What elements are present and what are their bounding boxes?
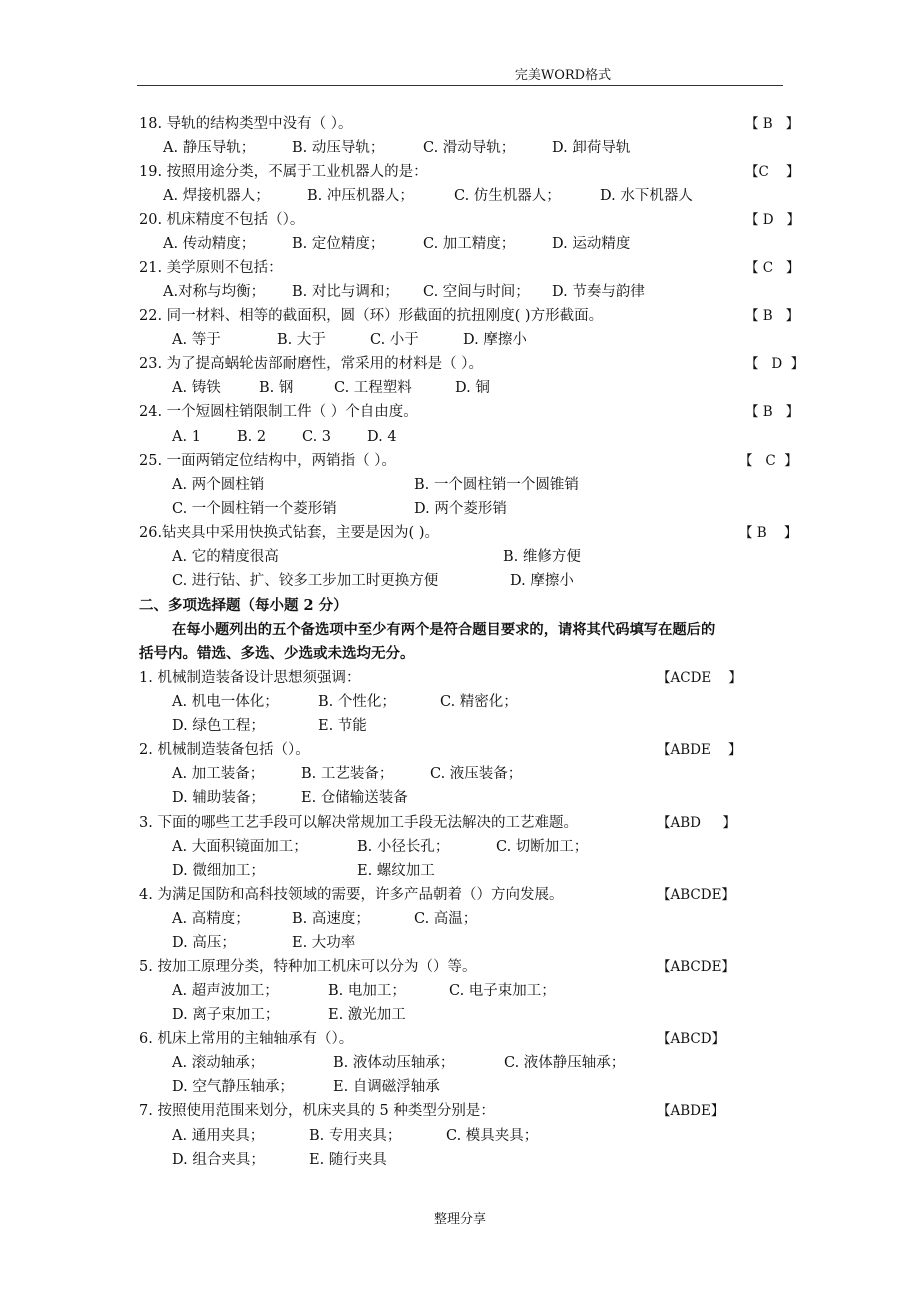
option: D. 节奏与韵律 (552, 284, 645, 300)
question-text: 6. 机床上常用的主轴轴承有（）。 (139, 1031, 354, 1047)
option: E. 螺纹加工 (357, 863, 435, 879)
question-text: 23. 为了提高蜗轮齿部耐磨性，常采用的材料是（ ）。 (139, 356, 484, 372)
answer-bracket: 【 C 】 (745, 260, 800, 276)
option: D. 辅助装备； (172, 790, 265, 806)
option: D. 卸荷导轨 (552, 140, 631, 156)
question-text: 18. 导轨的结构类型中没有（ ）。 (139, 116, 353, 132)
answer-bracket: 【 B 】 (739, 525, 798, 541)
answer-bracket: 【 D 】 (745, 212, 800, 228)
option: A. 机电一体化； (172, 694, 279, 710)
option: A. 它的精度很高 (172, 549, 279, 565)
option: B. 动压导轨； (292, 140, 385, 156)
option: C. 切断加工； (496, 839, 589, 855)
option: B. 小径长孔； (357, 839, 450, 855)
answer-bracket: 【ABDE 】 (657, 742, 742, 758)
option: D. 离子束加工； (172, 1007, 280, 1023)
option: A. 等于 (172, 332, 221, 348)
option: B. 对比与调和； (292, 284, 399, 300)
option: B. 高速度； (292, 911, 370, 927)
option: B. 2 (237, 429, 267, 445)
answer-bracket: 【C 】 (745, 164, 800, 180)
option: B. 冲压机器人； (307, 188, 414, 204)
header-rule (137, 85, 783, 86)
option: A. 1 (172, 429, 201, 445)
section-instruction: 在每小题列出的五个备选项中至少有两个是符合题目要求的，请将其代码填写在题后的 (172, 622, 716, 638)
answer-bracket: 【 B 】 (745, 116, 800, 132)
option: B. 大于 (277, 332, 326, 348)
page-header (0, 64, 920, 83)
answer-bracket: 【 D 】 (745, 356, 805, 372)
question-text: 4. 为满足国防和高科技领域的需要，许多产品朝着（）方向发展。 (139, 887, 564, 903)
option: C. 空间与时间； (423, 284, 530, 300)
option: A. 通用夹具； (172, 1128, 265, 1144)
option: B. 个性化； (318, 694, 396, 710)
answer-bracket: 【 B 】 (745, 308, 800, 324)
question-text: 5. 按加工原理分类，特种加工机床可以分为（）等。 (139, 959, 477, 975)
option: A. 超声波加工； (172, 983, 279, 999)
option: E. 自调磁浮轴承 (333, 1079, 440, 1095)
option: D. 铜 (455, 380, 490, 396)
option: A.对称与均衡； (163, 284, 266, 300)
option: B. 专用夹具； (309, 1128, 402, 1144)
option: C. 精密化； (440, 694, 518, 710)
option: A. 铸铁 (172, 380, 221, 396)
question-text: 22. 同一材料、相等的截面积，圆（环）形截面的抗扭刚度( )方形截面。 (139, 308, 604, 324)
option: D. 微细加工； (172, 863, 265, 879)
answer-bracket: 【 B 】 (745, 404, 800, 420)
option: A. 高精度； (172, 911, 250, 927)
option: C. 一个圆柱销一个菱形销 (172, 501, 337, 517)
answer-bracket: 【ABCDE】 (657, 959, 735, 975)
option: A. 焊接机器人； (163, 188, 270, 204)
answer-bracket: 【ABCDE】 (657, 887, 735, 903)
option: B. 工艺装备； (301, 766, 394, 782)
option: D. 水下机器人 (600, 188, 693, 204)
option: A. 两个圆柱销 (172, 477, 265, 493)
option: C. 工程塑料 (334, 380, 412, 396)
option: E. 大功率 (292, 935, 356, 951)
option: C. 加工精度； (423, 236, 516, 252)
option: B. 定位精度； (292, 236, 385, 252)
option: C. 模具夹具； (446, 1128, 539, 1144)
option: E. 激光加工 (328, 1007, 406, 1023)
option: C. 仿生机器人； (454, 188, 561, 204)
question-text: 7. 按照使用范围来划分，机床夹具的 5 种类型分别是： (139, 1103, 495, 1119)
section-instruction: 括号内。错选、多选、少选或未选均无分。 (139, 645, 415, 662)
option: E. 随行夹具 (309, 1152, 387, 1168)
option: D. 高压； (172, 935, 236, 951)
option: A. 传动精度； (163, 236, 256, 252)
question-text: 20. 机床精度不包括（）。 (139, 212, 305, 228)
option: C. 液压装备； (430, 766, 523, 782)
option: D. 组合夹具； (172, 1152, 265, 1168)
option: C. 滑动导轨； (423, 140, 516, 156)
question-text: 3. 下面的哪些工艺手段可以解决常规加工手段无法解决的工艺难题。 (139, 815, 578, 831)
answer-bracket: 【ABCD】 (657, 1031, 726, 1047)
option: C. 3 (302, 429, 332, 445)
header-text: 完美WORD格式 (514, 68, 612, 83)
page-footer: 整理分享 (433, 1212, 486, 1227)
option: B. 一个圆柱销一个圆锥销 (414, 477, 579, 493)
option: A. 滚动轴承； (172, 1055, 265, 1071)
question-text: 19. 按照用途分类，不属于工业机器人的是： (139, 164, 428, 180)
question-text: 1. 机械制造装备设计思想须强调： (139, 670, 361, 686)
option: D. 两个菱形销 (414, 501, 507, 517)
option: D. 4 (367, 429, 397, 445)
answer-bracket: 【ACDE 】 (657, 670, 742, 686)
option: C. 小于 (370, 332, 419, 348)
answer-bracket: 【ABDE】 (657, 1103, 725, 1119)
section-title: 二、多项选择题（每小题 2 分） (139, 597, 348, 614)
option: C. 高温； (414, 911, 478, 927)
question-text: 26.钻夹具中采用快换式钻套，主要是因为( )。 (139, 525, 439, 541)
option: E. 仓储输送装备 (301, 790, 408, 806)
option: D. 运动精度 (552, 236, 631, 252)
answer-bracket: 【 C 】 (739, 453, 798, 469)
option: B. 钢 (259, 380, 294, 396)
option: D. 绿色工程； (172, 718, 265, 734)
option: E. 节能 (318, 718, 367, 734)
question-text: 2. 机械制造装备包括（）。 (139, 742, 310, 758)
option: B. 液体动压轴承； (333, 1055, 455, 1071)
option: A. 大面积镜面加工； (172, 839, 308, 855)
answer-bracket: 【ABD 】 (657, 815, 736, 831)
option: A. 加工装备； (172, 766, 265, 782)
option: C. 进行钻、扩、铰多工步加工时更换方便 (172, 573, 439, 589)
question-text: 21. 美学原则不包括： (139, 260, 283, 276)
option: B. 电加工； (328, 983, 406, 999)
option: B. 维修方便 (503, 549, 581, 565)
option: D. 空气静压轴承； (172, 1079, 294, 1095)
option: A. 静压导轨； (163, 140, 256, 156)
question-text: 24. 一个短圆柱销限制工件（ ）个自由度。 (139, 404, 418, 420)
option: D. 摩擦小 (510, 573, 574, 589)
option: C. 电子束加工； (449, 983, 556, 999)
option: C. 液体静压轴承； (504, 1055, 626, 1071)
question-text: 25. 一面两销定位结构中，两销指（ ）。 (139, 453, 397, 469)
option: D. 摩擦小 (463, 332, 527, 348)
